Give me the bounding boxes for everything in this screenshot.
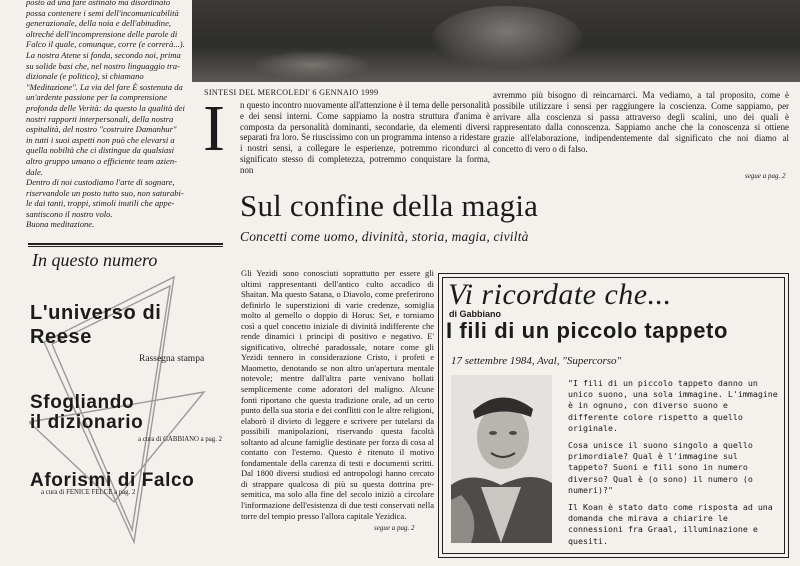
intro-line: nostri rapporti interpersonali, della nostra (26, 113, 174, 124)
intro-column (26, 0, 206, 230)
toc-item-universo-line2[interactable]: Reese (30, 326, 92, 348)
article-subtitle: Concetti come uomo, divinità, storia, magia, civiltà (240, 229, 529, 244)
sintesi-header: SINTESI DEL MERCOLEDI' 6 GENNAIO 1999 (204, 88, 379, 97)
intro-line: Falco il quale, comunque, corre (e correrà...). (26, 39, 185, 50)
intro-line: La nostra Atene si fonda, secondo noi, prima (26, 49, 181, 60)
intro-line: un'ardente passione per la comprensione (26, 92, 168, 103)
toc-item-universo-sub: Rassegna stampa (139, 354, 205, 364)
article-title: Sul confine della magia (240, 188, 539, 223)
intro-line: riservandole un posto tutto suo, non saturabi- (26, 187, 184, 198)
box-byline: di Gabbiano (449, 309, 502, 319)
toc-item-sfogliando-line2[interactable]: il dizionario (30, 412, 144, 433)
box-heading: Vi ricordate che... (448, 278, 672, 311)
intro-line: altro gruppo umano o efficiente team azien- (26, 155, 178, 166)
toc-item-universo[interactable]: L'universo di (30, 302, 162, 324)
toc-item-sfogliando-sub: a cura di GABBIANO a pag. 2 (138, 436, 222, 443)
intro-line: santiscono il nostro volo. (26, 208, 113, 219)
sintesi-column-1: n questo incontro nuovamente all'attenzione è il tema delle personalità e dei sensi interni. Come sappiamo la nostra struttura d'anima è composta da personalità dominanti, secondarie, da elementi diversi separati fra loro. Se riuscissimo con un programma intenso a ridestare i nostri sensi, a collegare le esperienze, potremmo ricondurci al significato stesso di completezza, potremmo conquistare la forma, non (240, 100, 490, 175)
box-date: 17 settembre 1984, Aval, "Supercorso" (451, 355, 622, 367)
portrait-photo (451, 375, 552, 543)
box-title: I fili di un piccolo tappeto (446, 318, 729, 343)
article-continued-link[interactable]: segue a pag. 2 (374, 524, 415, 532)
toc-heading: In questo numero (32, 250, 158, 270)
toc-rule-thin (28, 246, 223, 247)
intro-line: Buona meditazione. (26, 219, 95, 230)
intro-line: quella nobiltà che ci distingue da qualsiasi (26, 145, 174, 156)
intro-line: dale. (26, 166, 43, 177)
intro-line: le dai tanti, troppi, stimoli inutili che appe- (26, 198, 175, 209)
intro-line: generazionale, della noia e dell'abitudine, (26, 18, 172, 29)
intro-line: posto ad una fare ostinato ma disordinato (26, 0, 171, 7)
intro-line: ospitalità, del nostro "costruire Damanhur" (26, 124, 177, 135)
drop-cap: I (203, 92, 225, 165)
quote-paragraph-1: "I fili di un piccolo tappeto danno un unico suono, una sola immagine. L'immagine è in ognuno, con diverso suono e differente colore rispetto a quello originale. (568, 378, 778, 433)
intro-line: Dentro di noi custodiamo l'arte di sognare, (26, 177, 175, 188)
toc-rule (28, 243, 223, 245)
box-quote (568, 378, 780, 553)
intro-line: in tutti i suoi aspetti non può che elevarsi a (26, 134, 175, 145)
quote-paragraph-3: Il Koan è stato dato come risposta ad una domanda che mirava a chiarire le connessioni fra Graal, illuminazione e quesiti. (568, 502, 773, 546)
intro-line: "Meditazione". La via del fare È sostenuta da (26, 81, 183, 92)
intro-line: possa contenere i semi dell'incomunicabilità (26, 7, 179, 18)
header-photo (192, 0, 800, 82)
toc-item-sfogliando[interactable]: Sfogliando (30, 392, 135, 413)
sintesi-continued-link[interactable]: segue a pag. 2 (745, 172, 786, 180)
toc-item-aforismi[interactable]: Aforismi di Falco (30, 470, 195, 491)
intro-line: profonda delle Verità: da questo la qualità dei (26, 102, 185, 113)
intro-line: oltreché dell'incomprensione delle parole di (26, 28, 178, 39)
sintesi-column-2: avremmo più bisogno di reincarnarci. Ma vediamo, a tal proposito, come è possibile utilizzare i sensi per raggiungere la coscienza. Come sappiamo, per arrivare alla coscienza si passa attraverso degli scalini, uno dei quali è rappresentato dalla conoscenza. Sappiamo anche che la conoscenza si ottiene grazie all'elaborazione, indipendentemente dal significato che noi diamo al concetto di vero o di falso. (493, 90, 789, 154)
quote-paragraph-2: Cosa unisce il suono singolo a quello primordiale? Qual è l'immagine sul tappeto? Suoni e fili sono in numero diverso? Qual è (o sono) il numero (o numeri)?" (568, 440, 753, 495)
article-body: Gli Yezidi sono conosciuti soprattutto per essere gli ultimi rappresentanti dell'antico culto accadico di Shaitan. Ma questo Satana, o Diavolo, come preferirono definirlo le superstizioni di varie credenze, somiglia molto al gemello o doppio di Horus: Set, e torniamo così a quel concetto iniziale di divinità indifferente che rende dinamici i principi di positivo e negativo. E' significativo, oltreché paradossale, notare come gli Yezidi tennero in considerazione Cristo, i profeti e Maometto, denotando se non altro un'apertura mentale notevole; mentre dall'altra parte venivano bollati semplicemente come adoratori del maligno. Alcune fonti riportano che questa tradizione orale, ad un certo punto della sua storia e dei conflitti con le altre religioni, elaborò il divieto di leggere e scrivere per tutelarsi da possibili manipolazioni, riservando questa facoltà soltanto ad alcune famiglie destinate per forza di cosa al contatto con l'esterno. Questo è ritenuto il motivo fondamentale della carenza di testi e documenti scritti. Dal 1800 diversi studiosi ed antropologi hanno cercato di strappare qualcosa di più su questa dottrina pre-semitica, ma solo alla fine del secolo iniziò a circolare l'informazione dell'esistenza di due testi conservati nella torre del tempio presso l'allora capitale Yezidica. (241, 268, 434, 521)
intro-line: su solide basi che, nel nostro linguaggio tra- (26, 60, 180, 71)
toc-item-aforismi-sub: a cura di FENICE FELCE a pag. 2 (41, 489, 136, 496)
intro-line: dizionale (e politico), si chiamano (26, 71, 144, 82)
